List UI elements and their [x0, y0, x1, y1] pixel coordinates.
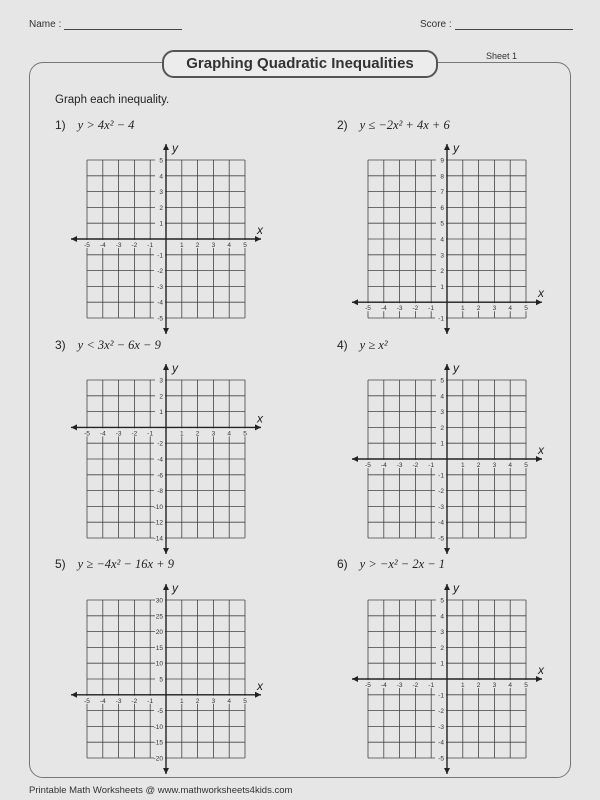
problem-3 [55, 338, 161, 353]
x-tick-label: 2 [195, 430, 200, 438]
x-tick-label: 4 [227, 430, 232, 438]
x-axis-label: x [257, 411, 263, 426]
y-tick-label: 6 [440, 204, 444, 212]
name-blank-line[interactable] [64, 19, 182, 30]
y-tick-label: -3 [157, 283, 163, 291]
y-axis-down-arrow-icon [444, 328, 450, 334]
x-tick-label: 2 [476, 462, 481, 469]
coordinate-grid-3[interactable] [65, 358, 267, 560]
x-tick-label: 5 [243, 430, 247, 438]
x-tick-label: 3 [211, 697, 216, 705]
x-tick-label: 2 [476, 305, 481, 313]
x-axis-left-arrow-icon [352, 456, 358, 462]
x-tick-label: -1 [147, 430, 154, 438]
y-tick-label: 5 [159, 676, 163, 684]
x-tick-label: 1 [179, 430, 184, 438]
y-tick-label: 1 [440, 440, 444, 448]
score-field [420, 19, 573, 30]
x-tick-label: -5 [365, 305, 371, 313]
x-tick-label: 4 [227, 242, 232, 249]
y-tick-label: 2 [440, 644, 444, 652]
y-tick-label: -1 [157, 252, 163, 260]
x-tick-label: 4 [227, 697, 232, 705]
y-axis-label: y [453, 141, 459, 155]
problem-equation: y ≥ x² [359, 338, 388, 352]
y-tick-label: 20 [155, 629, 163, 637]
x-tick-label: -1 [428, 462, 435, 469]
x-tick-label: 3 [211, 430, 216, 438]
problem-number: 3) [55, 338, 66, 352]
x-axis-left-arrow-icon [71, 692, 77, 698]
x-tick-label: -4 [380, 682, 387, 689]
x-tick-label: -4 [99, 697, 106, 705]
y-tick-label: 3 [440, 629, 444, 637]
x-tick-label: -4 [380, 305, 387, 313]
y-tick-label: 9 [440, 157, 444, 165]
y-tick-label: 3 [159, 189, 163, 197]
y-tick-label: -5 [438, 535, 444, 543]
y-axis-down-arrow-icon [163, 328, 169, 334]
y-axis-up-arrow-icon [444, 584, 450, 590]
y-axis-up-arrow-icon [444, 364, 450, 370]
y-tick-label: 4 [159, 173, 163, 181]
score-blank-line[interactable] [455, 19, 573, 30]
y-tick-label: -15 [153, 739, 163, 747]
y-tick-label: 1 [159, 409, 163, 417]
y-tick-label: -14 [153, 535, 163, 543]
y-axis-label: y [172, 361, 178, 375]
y-tick-label: 4 [440, 613, 444, 621]
y-axis-label: y [453, 361, 459, 375]
score-label: Score : [420, 19, 452, 30]
x-tick-label: -5 [365, 462, 371, 469]
problem-equation: y < 3x² − 6x − 9 [77, 338, 161, 352]
y-tick-label: 1 [159, 220, 163, 228]
x-tick-label: 5 [524, 682, 528, 689]
y-tick-label: -12 [153, 519, 163, 527]
x-axis-left-arrow-icon [352, 299, 358, 305]
problem-2 [337, 118, 450, 133]
name-label: Name : [29, 19, 62, 30]
problem-1 [55, 118, 134, 133]
x-tick-label: 1 [179, 697, 184, 705]
x-tick-label: 1 [460, 305, 465, 313]
x-tick-label: 4 [508, 305, 513, 313]
name-field [29, 19, 182, 30]
x-axis-label: x [257, 678, 263, 693]
x-tick-label: 5 [524, 462, 528, 469]
y-tick-label: -5 [438, 755, 444, 763]
problem-4 [337, 338, 388, 353]
x-tick-label: -4 [99, 430, 106, 438]
x-tick-label: -2 [412, 305, 419, 313]
y-tick-label: -1 [438, 692, 444, 700]
y-tick-label: -2 [157, 268, 163, 276]
x-tick-label: -5 [84, 697, 90, 705]
x-axis-label: x [538, 286, 544, 301]
problem-number: 4) [337, 338, 348, 352]
y-tick-label: -4 [157, 299, 163, 307]
x-tick-label: 3 [492, 305, 497, 313]
y-tick-label: 5 [440, 377, 444, 385]
y-tick-label: -3 [438, 723, 444, 731]
x-tick-label: -4 [99, 242, 106, 249]
y-axis-up-arrow-icon [444, 144, 450, 150]
y-tick-label: 25 [155, 613, 163, 621]
y-tick-label: 2 [440, 424, 444, 432]
y-tick-label: -4 [157, 456, 163, 464]
sheet-label: Sheet 1 [486, 51, 518, 61]
y-tick-label: 3 [159, 377, 163, 385]
y-tick-label: 1 [440, 283, 444, 291]
y-axis-up-arrow-icon [163, 364, 169, 370]
coordinate-grid-6[interactable] [346, 578, 548, 780]
x-axis-label: x [538, 443, 544, 457]
y-tick-label: -4 [438, 739, 444, 747]
coordinate-grid-2[interactable] [346, 138, 548, 340]
y-tick-label: 10 [155, 660, 163, 668]
coordinate-grid-5[interactable] [65, 578, 267, 780]
x-tick-label: -1 [428, 305, 435, 313]
x-tick-label: -3 [115, 697, 122, 705]
x-tick-label: -4 [380, 462, 387, 469]
y-tick-label: -2 [157, 440, 163, 448]
x-tick-label: 2 [195, 697, 200, 705]
y-tick-label: -3 [438, 503, 444, 511]
y-axis-label: y [172, 581, 178, 595]
x-tick-label: 1 [460, 462, 465, 469]
y-axis-label: y [172, 141, 178, 155]
problem-equation: y ≥ −4x² − 16x + 9 [77, 557, 174, 571]
y-tick-label: 3 [440, 252, 444, 260]
x-tick-label: -3 [115, 242, 122, 249]
x-tick-label: -2 [131, 697, 138, 705]
y-tick-label: 5 [440, 597, 444, 605]
x-tick-label: 5 [243, 697, 247, 705]
coordinate-grid-1[interactable] [65, 138, 267, 340]
x-tick-label: 5 [243, 242, 247, 249]
y-tick-label: 5 [159, 157, 163, 165]
problem-equation: y ≤ −2x² + 4x + 6 [359, 118, 450, 132]
problem-number: 6) [337, 557, 348, 571]
x-tick-label: -1 [147, 242, 154, 249]
y-tick-label: -10 [153, 723, 163, 731]
y-tick-label: 15 [155, 644, 163, 652]
x-tick-label: -5 [84, 430, 90, 438]
x-tick-label: 2 [476, 682, 481, 689]
y-axis-up-arrow-icon [163, 144, 169, 150]
y-tick-label: -6 [157, 472, 163, 480]
y-tick-label: -5 [157, 708, 163, 716]
y-tick-label: -1 [438, 315, 444, 323]
x-axis-label: x [257, 223, 263, 237]
x-tick-label: -2 [131, 430, 138, 438]
y-tick-label: -8 [157, 488, 163, 496]
x-tick-label: 1 [179, 242, 184, 249]
x-tick-label: -2 [412, 462, 419, 469]
y-tick-label: 8 [440, 173, 444, 181]
y-tick-label: 3 [440, 409, 444, 417]
x-tick-label: -3 [115, 430, 122, 438]
y-tick-label: -20 [153, 755, 163, 763]
x-axis-left-arrow-icon [352, 676, 358, 682]
x-tick-label: 3 [211, 242, 216, 249]
x-tick-label: 3 [492, 682, 497, 689]
worksheet-title: Graphing Quadratic Inequalities [162, 50, 438, 78]
problem-equation: y > −x² − 2x − 1 [359, 557, 446, 571]
coordinate-grid-4[interactable] [346, 358, 548, 560]
x-tick-label: -5 [365, 682, 371, 689]
x-tick-label: -1 [147, 697, 154, 705]
x-tick-label: -3 [396, 682, 403, 689]
x-axis-left-arrow-icon [71, 236, 77, 242]
y-tick-label: 1 [440, 660, 444, 668]
y-tick-label: 4 [440, 236, 444, 244]
instruction-text: Graph each inequality. [55, 94, 170, 106]
x-tick-label: 3 [492, 462, 497, 469]
y-tick-label: -4 [438, 519, 444, 527]
y-tick-label: 30 [155, 597, 163, 605]
x-tick-label: -5 [84, 242, 90, 249]
problem-number: 2) [337, 118, 348, 132]
y-tick-label: -5 [157, 315, 163, 323]
x-tick-label: 2 [195, 242, 200, 249]
y-axis-down-arrow-icon [163, 548, 169, 554]
problem-number: 1) [55, 118, 66, 132]
y-tick-label: 2 [159, 204, 163, 212]
y-tick-label: 5 [440, 220, 444, 228]
problem-equation: y > 4x² − 4 [77, 118, 135, 132]
y-axis-down-arrow-icon [163, 768, 169, 774]
x-axis-label: x [538, 663, 544, 677]
x-tick-label: -2 [412, 682, 419, 689]
y-axis-down-arrow-icon [444, 768, 450, 774]
x-tick-label: 5 [524, 305, 528, 313]
x-tick-label: 1 [460, 682, 465, 689]
problem-number: 5) [55, 557, 66, 571]
y-tick-label: -2 [438, 708, 444, 716]
x-tick-label: -2 [131, 242, 138, 249]
x-tick-label: -3 [396, 305, 403, 313]
y-tick-label: 2 [440, 268, 444, 276]
footer-credit: Printable Math Worksheets @ www.mathworksheets4kids.com [29, 785, 293, 796]
y-tick-label: 7 [440, 189, 444, 197]
x-tick-label: 4 [508, 682, 513, 689]
y-axis-down-arrow-icon [444, 548, 450, 554]
x-tick-label: -1 [428, 682, 435, 689]
y-tick-label: -10 [153, 503, 163, 511]
y-tick-label: -1 [438, 472, 444, 480]
x-tick-label: -3 [396, 462, 403, 469]
y-axis-up-arrow-icon [163, 584, 169, 590]
y-tick-label: 2 [159, 393, 163, 401]
y-tick-label: -2 [438, 488, 444, 496]
x-tick-label: 4 [508, 462, 513, 469]
x-axis-left-arrow-icon [71, 424, 77, 430]
y-axis-label: y [453, 581, 459, 595]
y-tick-label: 4 [440, 393, 444, 401]
